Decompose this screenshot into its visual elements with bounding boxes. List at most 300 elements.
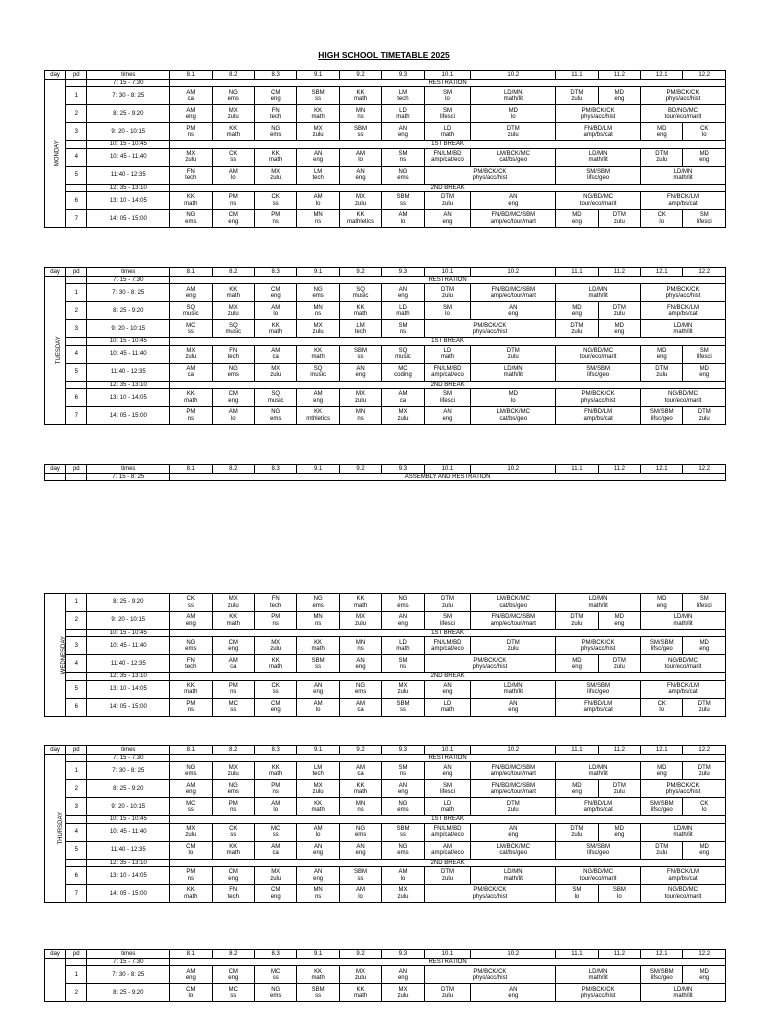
lesson-cell [339,210,381,228]
lesson-cell [471,284,556,302]
subject-code: amp/ec/tour/mart [490,788,536,795]
subject-code: math [184,893,198,900]
lesson-cell [556,407,641,425]
subject-code: ns [357,806,364,813]
teacher-code: DTM [441,596,454,603]
teacher-code: MX [271,639,281,646]
subject-code: zulu [571,620,583,627]
period-cell: 5 [66,166,87,184]
column-header: 9.3 [382,746,424,755]
teacher-code: LM [356,322,365,329]
lesson-cell [556,210,598,228]
teacher-code: AN [443,212,452,219]
teacher-code: KK [356,782,365,789]
subject-code: math [440,354,455,361]
lesson-cell [382,302,424,320]
teacher-code: MN [313,212,323,219]
lesson-cell [212,762,254,780]
subject-code: eng [442,770,453,777]
break-label: 2ND BREAK [170,184,726,191]
time-cell: 7: 15 - 7:30 [87,277,170,284]
subject-code: ems [312,292,324,299]
subject-code: amp/bs/cat [668,875,698,882]
lesson-cell [254,637,296,655]
column-header: 8.2 [212,268,254,277]
column-header: 12.1 [641,71,683,80]
teacher-code: MD [699,150,709,157]
teacher-code: AN [313,843,323,850]
lesson-cell [471,345,556,363]
teacher-code: MD [572,304,582,311]
lesson-cell [170,841,212,859]
subject-code: zulu [270,175,282,182]
time-cell: 10: 15 - 10:45 [87,630,170,637]
subject-code: ns [187,707,195,714]
teacher-code: PM/BCK/CK [473,322,507,329]
lesson-cell [212,966,254,984]
teacher-code: PM/BCK/CK [581,107,615,114]
teacher-code: AN [313,150,323,157]
teacher-code: AN [509,825,518,832]
lesson-cell [297,148,339,166]
subject-code: zulu [312,328,324,335]
subject-code: zulu [571,95,583,102]
timetable-block-thursday [44,745,726,903]
subject-code: math [269,663,283,670]
period-cell: 2 [66,984,87,1002]
lesson-cell [297,780,339,798]
timetable-block-monday [44,70,726,228]
teacher-code: CK [657,212,666,219]
teacher-code: MC [228,986,238,993]
column-header: 8.2 [212,950,254,959]
lesson-cell [170,966,212,984]
lesson-cell [641,210,683,228]
lesson-cell [471,698,556,716]
subject-code: music [310,372,326,379]
period-cell [66,816,87,823]
teacher-code: FN [229,887,238,894]
subject-code: zulu [571,832,583,839]
column-header: pd [66,71,87,80]
lesson-cell [471,87,556,105]
break-row [45,141,726,148]
teacher-code: DTM [655,365,669,372]
subject-code: ss [315,95,322,102]
lesson-cell [212,798,254,816]
subject-code: eng [656,770,667,777]
column-header: 8.2 [212,71,254,80]
teacher-code: MN [355,409,366,416]
period-cell: 1 [66,87,87,105]
teacher-code: AN [398,968,408,975]
lesson-cell [339,407,381,425]
subject-code: lifsc/geo [587,175,610,182]
subject-code: ems [397,175,409,182]
subject-code: eng [397,788,408,795]
column-header: 10.2 [471,950,556,959]
lesson-cell [297,407,339,425]
lesson-cell [170,698,212,716]
subject-code: math [311,354,325,361]
teacher-code: MD [657,596,667,603]
teacher-code: AM [398,869,408,876]
header-row [45,268,726,277]
break-label: 1ST BREAK [170,816,726,823]
teacher-code: NG [313,596,323,603]
subject-code: ss [399,832,406,839]
lesson-cell [382,87,424,105]
subject-code: lo [701,806,707,813]
subject-code: zulu [312,131,324,138]
lesson-cell [254,148,296,166]
lesson-cell [254,345,296,363]
lesson-cell [339,698,381,716]
subject-code: zulu [397,689,409,696]
lesson-row [45,612,726,630]
teacher-code: KK [186,391,195,398]
subject-code: lo [230,175,236,182]
subject-code: eng [397,620,408,627]
subject-code: eng [228,875,239,882]
lesson-cell [170,780,212,798]
lesson-cell [170,123,212,141]
subject-code: math [184,200,198,207]
teacher-code: MN [313,887,323,894]
subject-code: music [267,397,284,404]
subject-code: tech [270,113,282,120]
teacher-code: NG [398,596,408,603]
period-cell: 7 [66,210,87,228]
subject-code: ns [272,788,279,795]
teacher-code: PM [271,782,281,789]
lesson-cell [382,594,424,612]
lesson-cell [382,192,424,210]
teacher-code: PM [228,682,238,689]
subject-code: lo [358,893,363,900]
teacher-code: NG/BD/MC [668,657,699,664]
lesson-cell [339,680,381,698]
subject-code: ns [230,806,237,813]
subject-code: eng [270,707,281,714]
period-cell [66,474,87,481]
lesson-cell [382,698,424,716]
time-cell: 12: 35 - 13:10 [87,673,170,680]
subject-code: ems [397,602,409,609]
lesson-cell [212,363,254,381]
lesson-cell [212,105,254,123]
subject-code: math/lit [503,372,523,379]
lesson-cell [556,594,641,612]
subject-code: zulu [613,663,625,670]
lesson-cell [424,612,471,630]
lesson-cell [424,302,471,320]
lesson-cell [382,984,424,1002]
teacher-code: AM [313,391,323,398]
teacher-code: FN/BCK/LM [667,682,700,689]
teacher-code: FN/LM/BD [433,150,462,157]
day-label: TUESDAY [45,277,66,425]
lesson-cell [339,637,381,655]
teacher-code: LD/MN [673,986,693,993]
lesson-cell [424,284,471,302]
teacher-code: SM [443,107,452,114]
subject-code: cat/bs/geo [499,415,528,422]
subject-code: ems [185,218,197,225]
teacher-code: PM/BCK/CK [666,286,700,293]
subject-code: ss [187,328,194,335]
teacher-code: NG/BD/MC [583,869,614,876]
period-cell: 4 [66,148,87,166]
period-cell [66,277,87,284]
lesson-row [45,284,726,302]
lesson-cell [424,407,471,425]
teacher-code: FN/BD/LM [584,409,613,416]
subject-code: lo [188,992,194,999]
break-label: 1ST BREAK [170,630,726,637]
subject-code: ns [272,620,279,627]
subject-code: phys/acc/hist [472,175,508,182]
teacher-code: AM [313,700,323,707]
teacher-code: PM/BCK/CK [581,986,615,993]
subject-code: ns [357,415,364,422]
teacher-code: CM [228,639,238,646]
lesson-cell [556,389,641,407]
lesson-cell [382,966,424,984]
lesson-cell [382,680,424,698]
lesson-cell [424,320,556,338]
lesson-cell [170,210,212,228]
teacher-code: FN/BCK/LM [667,304,700,311]
timetable-block-wednesday [44,593,726,717]
lesson-cell [254,123,296,141]
time-cell: 12: 35 - 13:10 [87,381,170,388]
subject-code: math [226,292,240,299]
subject-code: ns [357,645,364,652]
teacher-code: MD [657,125,667,132]
lesson-cell [598,612,640,630]
subject-code: zulu [656,157,668,164]
lesson-cell [683,966,726,984]
column-header: 10.1 [424,465,471,474]
lesson-cell [382,798,424,816]
teacher-code: LD/MN [673,322,693,329]
lesson-cell [339,867,381,885]
lesson-row [45,655,726,673]
lesson-cell [297,192,339,210]
lesson-row [45,637,726,655]
teacher-code: KK [314,409,323,416]
lesson-cell [641,345,683,363]
lesson-cell [254,320,296,338]
teacher-code: AM [186,286,196,293]
lesson-cell [382,389,424,407]
teacher-code: AN [443,409,452,416]
teacher-code: SM [398,150,408,157]
lesson-cell [254,841,296,859]
time-cell: 8: 25 - 9:20 [87,780,170,798]
subject-code: eng [397,974,408,981]
subject-code: mathletics [347,218,375,225]
subject-code: tour/eco/marit [664,893,702,900]
lesson-cell [212,210,254,228]
subject-code: amp/bs/cat [583,707,613,714]
subject-code: zulu [442,602,454,609]
subject-code: ss [357,875,364,882]
teacher-code: CK [271,682,280,689]
teacher-code: MD [699,968,709,975]
teacher-code: LM [313,764,323,771]
lesson-cell [297,885,339,903]
lesson-row [45,407,726,425]
lesson-cell [170,655,212,673]
lesson-row [45,780,726,798]
lesson-cell [641,594,683,612]
column-header: 8.2 [212,465,254,474]
lesson-cell [212,698,254,716]
teacher-code: MX [228,304,238,311]
subject-code: math [311,806,325,813]
subject-code: zulu [656,372,668,379]
teacher-code: DTM [441,869,454,876]
teacher-code: AM [313,194,323,201]
lesson-cell [170,389,212,407]
time-cell: 7: 15 - 8: 25 [87,474,170,481]
subject-code: eng [508,310,519,317]
lesson-cell [382,284,424,302]
subject-code: ca [399,397,407,404]
lesson-cell [471,407,556,425]
teacher-code: NG [398,168,408,175]
period-cell: 1 [66,594,87,612]
lesson-cell [339,655,381,673]
lesson-cell [254,284,296,302]
subject-code: math [353,602,368,609]
teacher-code: AN [356,843,365,850]
period-cell: 7 [66,885,87,903]
subject-code: phys/acc/hist [472,328,508,335]
column-header: 10.2 [471,465,556,474]
subject-code: amp/cat/eco [431,372,464,379]
lesson-cell [556,885,598,903]
lesson-cell [683,363,726,381]
lesson-cell [339,762,381,780]
time-cell: 9: 20 - 10:15 [87,612,170,630]
lesson-cell [254,612,296,630]
teacher-code: DTM [441,286,454,293]
subject-code: ns [230,200,237,207]
subject-code: math [440,131,455,138]
teacher-code: DTM [570,825,584,832]
time-cell: 7: 30 - 8: 25 [87,762,170,780]
subject-code: ns [187,131,195,138]
teacher-code: LD/MN [673,168,693,175]
lesson-cell [683,762,726,780]
subject-code: tour/eco/marit [579,354,617,361]
subject-code: ca [187,372,195,379]
lesson-cell [598,655,640,673]
header-row [45,950,726,959]
lesson-cell [297,698,339,716]
subject-code: eng [355,663,366,670]
teacher-code: CM [271,89,281,96]
timetable-block-friday [44,949,726,1002]
subject-code: phys/acc/hist [665,788,701,795]
lesson-cell [641,867,726,885]
subject-code: amp/bs/cat [668,689,698,696]
subject-code: zulu [270,875,282,882]
lesson-cell [339,594,381,612]
teacher-code: FN/LM/BD [433,825,462,832]
teacher-code: FN/LM/BD [433,639,462,646]
teacher-code: MX [271,365,281,372]
teacher-code: DTM [506,125,520,132]
lesson-cell [170,345,212,363]
subject-code: math [269,770,283,777]
column-header: 11.2 [598,268,640,277]
lesson-cell [556,148,641,166]
teacher-code: MX [228,764,238,771]
column-header: 9.1 [297,268,339,277]
subject-code: eng [270,292,281,299]
time-cell: 8: 25 - 9:20 [87,984,170,1002]
teacher-code: LD/MN [588,286,608,293]
lesson-row [45,87,726,105]
teacher-code: AM [356,150,366,157]
teacher-code: DTM [506,639,520,646]
break-label: 1ST BREAK [170,141,726,148]
subject-code: ems [185,770,197,777]
teacher-code: NG [186,764,196,771]
subject-code: tech [227,893,239,900]
lesson-cell [254,823,296,841]
lesson-cell [556,680,641,698]
subject-code: amp/bs/cat [583,806,613,813]
teacher-code: SBM [396,194,410,201]
teacher-code: AM [443,843,452,850]
teacher-code: MX [398,887,408,894]
subject-code: eng [228,218,239,225]
teacher-code: LD/MN [673,825,693,832]
lesson-cell [212,680,254,698]
subject-code: zulu [698,770,710,777]
subject-code: math [396,310,410,317]
subject-code: math [269,157,283,164]
teacher-code: AN [313,682,323,689]
teacher-code: CM [228,968,238,975]
period-cell [66,859,87,866]
lesson-cell [471,148,556,166]
lesson-cell [641,192,726,210]
subject-code: lo [510,397,516,404]
teacher-code: LD/MN [503,869,523,876]
teacher-code: KK [356,596,365,603]
teacher-code: SM/SBM [586,682,610,689]
subject-code: tour/eco/marit [664,663,702,670]
teacher-code: MX [398,409,408,416]
subject-code: eng [270,893,281,900]
subject-code: ns [187,415,195,422]
subject-code: zulu [227,602,239,609]
teacher-code: AN [398,125,408,132]
subject-code: lifesci [696,602,712,609]
subject-code: ns [314,218,322,225]
teacher-code: SM [443,391,452,398]
lesson-cell [170,680,212,698]
column-header: 8.3 [254,950,296,959]
lesson-cell [598,823,640,841]
teacher-code: DTM [570,614,584,621]
